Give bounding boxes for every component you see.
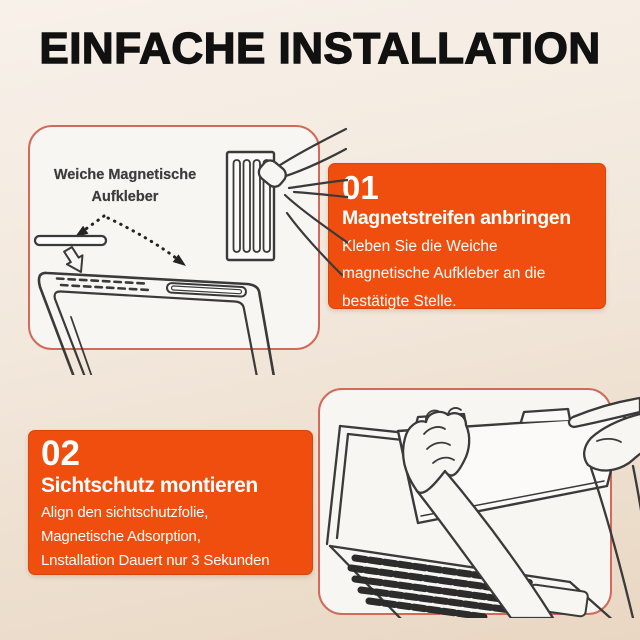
step2-card — [28, 430, 313, 575]
step1-body-line: Kleben Sie die Weiche — [342, 237, 498, 255]
magnetic-sticker-label-line2: Aufkleber — [91, 188, 159, 205]
step1-card — [328, 163, 606, 309]
magnetic-sticker-label-line1: Weiche Magnetische — [53, 167, 197, 183]
step1-body — [342, 233, 593, 316]
step2-body-line: Align den sichtschutzfolie, — [41, 503, 209, 521]
step1-number: 01 — [342, 169, 379, 206]
step1-body-line: bestätigte Stelle. — [342, 292, 457, 310]
step1-body-line: magnetische Aufkleber an die — [342, 265, 546, 283]
step2-heading: Sichtschutz montieren — [41, 473, 258, 497]
step2-body-line: Lnstallation Dauert nur 3 Sekunden — [41, 551, 270, 569]
step2-illustration-panel — [318, 388, 612, 615]
step2-body — [41, 501, 301, 573]
step2-number: 02 — [41, 434, 80, 473]
step1-heading: Magnetstreifen anbringen — [342, 206, 571, 229]
magnetic-sticker-label — [40, 165, 210, 209]
page-title: EINFACHE INSTALLATION — [39, 24, 601, 73]
step1-illustration-panel — [28, 125, 320, 350]
step2-body-line: Magnetische Adsorption, — [41, 527, 201, 545]
